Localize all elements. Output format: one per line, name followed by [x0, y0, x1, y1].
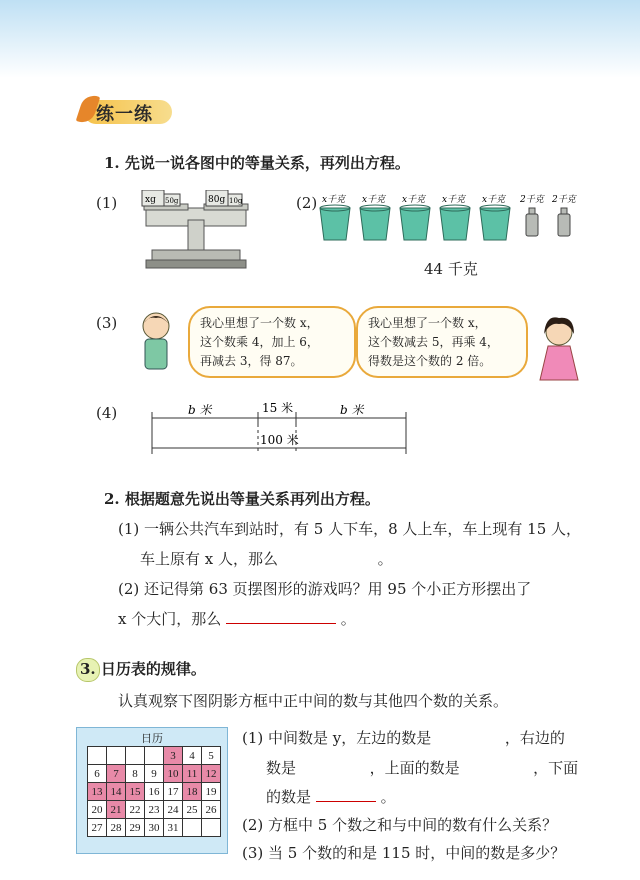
- q1-heading: 1. 先说一说各图中的等量关系，再列出方程。: [104, 154, 410, 172]
- q2-line2: [140, 548, 393, 570]
- calendar-grid: [87, 746, 221, 837]
- calendar-cell: 8: [126, 765, 145, 783]
- calendar-cell: 15: [126, 783, 145, 801]
- q2-line4-text: x 个大门，那么: [118, 610, 222, 628]
- calendar-row: [88, 783, 221, 801]
- q3-question-e: (3) 当 5 个数的和是 115 时，中间的数是多少？: [242, 844, 566, 862]
- calendar-cell: 27: [88, 819, 107, 837]
- q3-question-b: [266, 757, 578, 779]
- calendar-cell: 10: [164, 765, 183, 783]
- q1-p2-num: (2): [296, 194, 318, 212]
- calendar-row: [88, 747, 221, 765]
- q3-question-a: [242, 727, 565, 749]
- calendar-cell: 9: [145, 765, 164, 783]
- q3-text: ，下面: [533, 759, 579, 777]
- bucket-label: x千克: [362, 195, 386, 205]
- calendar-cell: 5: [202, 747, 221, 765]
- calendar-cell: 13: [88, 783, 107, 801]
- girl-figure: [536, 314, 582, 394]
- calendar-cell: 12: [202, 765, 221, 783]
- calendar-cell: 25: [183, 801, 202, 819]
- segment-label-mid: 15 米: [262, 402, 294, 415]
- calendar: [76, 727, 228, 854]
- calendar-cell: 31: [164, 819, 183, 837]
- weight-label: 50g: [165, 197, 179, 205]
- q2-line2-end: 。: [377, 550, 393, 568]
- calendar-title: 日历: [141, 732, 163, 745]
- bucket-label: x千克: [322, 195, 346, 205]
- answer-blank[interactable]: [436, 727, 500, 743]
- calendar-row: [88, 765, 221, 783]
- section-title: [80, 94, 172, 126]
- q2-line1: (1) 一辆公共汽车到站时，有 5 人下车，8 人上车，车上现有 15 人，: [118, 520, 582, 538]
- q3-question-d: (2) 方框中 5 个数之和与中间的数有什么关系？: [242, 816, 558, 834]
- segment-label-left: b 米: [188, 403, 212, 417]
- calendar-cell: 7: [107, 765, 126, 783]
- calendar-cell: [88, 747, 107, 765]
- q2-heading: 2. 根据题意先说出等量关系再列出方程。: [104, 490, 380, 508]
- calendar-cell: 14: [107, 783, 126, 801]
- answer-blank[interactable]: [464, 757, 528, 773]
- q3-text: 的数是: [266, 788, 312, 806]
- segment-label-total: 100 米: [260, 433, 299, 447]
- calendar-cell: 29: [126, 819, 145, 837]
- bubble-line: 这个数乘 4，加上 6，: [200, 335, 319, 349]
- q3-text: (1) 中间数是 y，左边的数是: [242, 729, 432, 747]
- q3-heading: 3. 日历表的规律。: [80, 660, 206, 678]
- calendar-cell: 20: [88, 801, 107, 819]
- section-title-text: 练一练: [96, 104, 153, 125]
- bucket-label: x千克: [442, 195, 466, 205]
- calendar-row: [88, 801, 221, 819]
- q2-line4: [118, 608, 356, 630]
- q3-question-c: [266, 786, 396, 808]
- answer-blank[interactable]: [316, 786, 376, 802]
- small-weight-label: 2千克: [552, 195, 576, 205]
- bubble-line: 这个数减去 5，再乘 4，: [368, 335, 499, 349]
- calendar-cell: 19: [202, 783, 221, 801]
- q2-line4-end: 。: [340, 610, 356, 628]
- calendar-cell: 17: [164, 783, 183, 801]
- q2-line3: (2) 还记得第 63 页摆图形的游戏吗？用 95 个小正方形摆出了: [118, 580, 532, 598]
- q3-text: ，上面的数是: [369, 759, 460, 777]
- bubble-line: 得数是这个数的 2 倍。: [368, 354, 492, 368]
- bucket-label: x千克: [402, 195, 426, 205]
- calendar-cell: 3: [164, 747, 183, 765]
- balance-scale-figure: [140, 190, 252, 272]
- bubble-line: 我心里想了一个数 x，: [200, 316, 319, 330]
- calendar-cell: [107, 747, 126, 765]
- calendar-cell: 30: [145, 819, 164, 837]
- calendar-cell: 21: [107, 801, 126, 819]
- q1-p3-num: (3): [96, 314, 118, 332]
- calendar-cell: 28: [107, 819, 126, 837]
- answer-blank[interactable]: [283, 548, 373, 564]
- calendar-cell: 6: [88, 765, 107, 783]
- q3-subtext: 认真观察下图阴影方框中正中间的数与其他四个数的关系。: [118, 692, 509, 710]
- calendar-cell: 11: [183, 765, 202, 783]
- calendar-cell: 23: [145, 801, 164, 819]
- calendar-cell: 16: [145, 783, 164, 801]
- top-banner: [0, 0, 640, 78]
- bucket-label: x千克: [482, 195, 506, 205]
- q1-p4-num: (4): [96, 404, 118, 422]
- left-speech-bubble: [188, 306, 356, 378]
- calendar-cell: [202, 819, 221, 837]
- calendar-cell: [183, 819, 202, 837]
- calendar-cell: 26: [202, 801, 221, 819]
- buckets-figure: [316, 192, 582, 250]
- calendar-cell: 24: [164, 801, 183, 819]
- q2-line2-text: 车上原有 x 人，那么: [140, 550, 278, 568]
- calendar-cell: [145, 747, 164, 765]
- weight-label: 10g: [229, 197, 243, 205]
- bubble-line: 再减去 3，得 87。: [200, 354, 303, 368]
- answer-blank[interactable]: [226, 608, 336, 624]
- calendar-row: [88, 819, 221, 837]
- right-speech-bubble: [356, 306, 528, 378]
- calendar-cell: 22: [126, 801, 145, 819]
- small-weight-label: 2千克: [520, 195, 544, 205]
- weight-label: 80g: [208, 195, 226, 205]
- boy-figure: [136, 308, 176, 378]
- q1-p2-total: 44 千克: [424, 260, 478, 278]
- segment-label-right: b 米: [340, 403, 364, 417]
- calendar-cell: 4: [183, 747, 202, 765]
- answer-blank[interactable]: [301, 757, 365, 773]
- segment-diagram: [148, 402, 412, 458]
- q3-text: 。: [380, 788, 396, 806]
- q1-p1-num: (1): [96, 194, 118, 212]
- weight-label: xg: [145, 195, 156, 205]
- calendar-cell: 18: [183, 783, 202, 801]
- bubble-line: 我心里想了一个数 x，: [368, 316, 487, 330]
- q3-text: 数是: [266, 759, 297, 777]
- calendar-cell: [126, 747, 145, 765]
- q3-text: ，右边的: [504, 729, 565, 747]
